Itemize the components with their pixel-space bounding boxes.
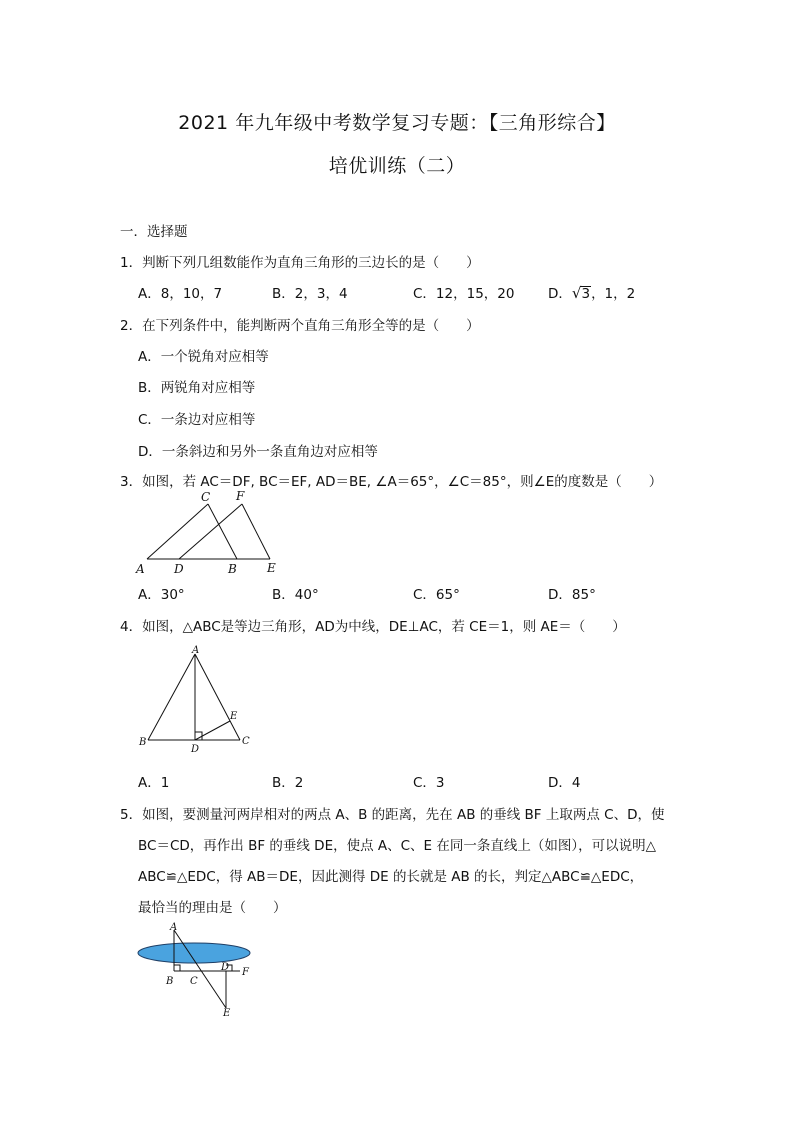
q5-label-c: C: [190, 976, 198, 987]
q4-option-c: C．3: [413, 775, 445, 791]
q3-option-d: D．85°: [548, 587, 596, 603]
q2-option-b: B．两锐角对应相等: [138, 380, 256, 396]
q4-label-c: C: [242, 736, 250, 747]
q3-stem: 3．如图，若 AC＝DF, BC＝EF, AD＝BE, ∠A＝65°，∠C＝85°，则∠E的度数是（ ）: [120, 474, 663, 490]
q2-option-d: D．一条斜边和另外一条直角边对应相等: [138, 444, 378, 460]
q3-option-b: B．40°: [272, 587, 319, 603]
q1-stem: 1．判断下列几组数能作为直角三角形的三边长的是（ ）: [120, 255, 480, 271]
q4-option-a: A．1: [138, 775, 170, 791]
q5-label-b: B: [166, 976, 174, 987]
q1-option-d-radicand: 3: [581, 286, 591, 302]
q5-stem-line-3: ABC≌△EDC，得 AB＝DE，因此测得 DE 的长就是 AB 的长，判定△ABC≌△EDC，: [138, 869, 644, 885]
q1-option-b: B．2，3，4: [272, 286, 348, 302]
q4-label-b: B: [139, 737, 147, 748]
q4-option-b: B．2: [272, 775, 304, 791]
q4-label-d: D: [191, 744, 200, 755]
q2-option-a: A．一个锐角对应相等: [138, 349, 269, 365]
q3-figure: [130, 486, 300, 578]
q3-label-e: E: [267, 561, 276, 575]
q3-label-b: B: [228, 562, 237, 576]
q1-option-d: [548, 282, 635, 302]
q3-label-c: C: [201, 490, 211, 504]
q5-stem-line-2: BC＝CD，再作出 BF 的垂线 DE，使点 A、C、E 在同一条直线上（如图），可以说明△: [138, 838, 657, 854]
q3-option-a: A．30°: [138, 587, 185, 603]
q4-label-e: E: [230, 711, 238, 722]
q5-label-f: F: [242, 967, 249, 978]
q5-label-e: E: [223, 1008, 231, 1019]
q1-option-c: C．12，15，20: [413, 286, 515, 302]
q4-figure: [136, 646, 256, 754]
q1-option-a: A．8，10，7: [138, 286, 223, 302]
section-heading: 一．选择题: [120, 224, 188, 240]
q3-label-a: A: [136, 562, 145, 576]
q1-option-d-prefix: D．: [548, 286, 572, 302]
q4-label-a: A: [192, 645, 200, 656]
q5-figure: [132, 920, 262, 1020]
q3-label-f: F: [236, 489, 245, 503]
q5-label-d: D: [221, 962, 230, 973]
q2-stem: 2．在下列条件中，能判断两个直角三角形全等的是（ ）: [120, 318, 480, 334]
document-title: 2021 年九年级中考数学复习专题：【三角形综合】: [178, 112, 616, 134]
q5-stem-line-1: 5．如图，要测量河两岸相对的两点 A、B 的距离，先在 AB 的垂线 BF 上取两点 C、D，使: [120, 807, 665, 823]
document-subtitle: 培优训练（二）: [328, 155, 466, 177]
q4-stem: 4．如图，△ABC是等边三角形，AD为中线，DE⊥AC，若 CE＝1，则 AE＝（ ）: [120, 619, 626, 635]
q5-stem-line-4: 最恰当的理由是（ ）: [138, 900, 287, 916]
q4-option-d: D．4: [548, 775, 581, 791]
q5-label-a: A: [170, 922, 178, 933]
q1-option-d-suffix: ，1，2: [591, 286, 636, 302]
q3-option-c: C．65°: [413, 587, 460, 603]
q3-label-d: D: [174, 562, 184, 576]
sqrt-icon: √: [571, 284, 582, 302]
q2-option-c: C．一条边对应相等: [138, 412, 256, 428]
